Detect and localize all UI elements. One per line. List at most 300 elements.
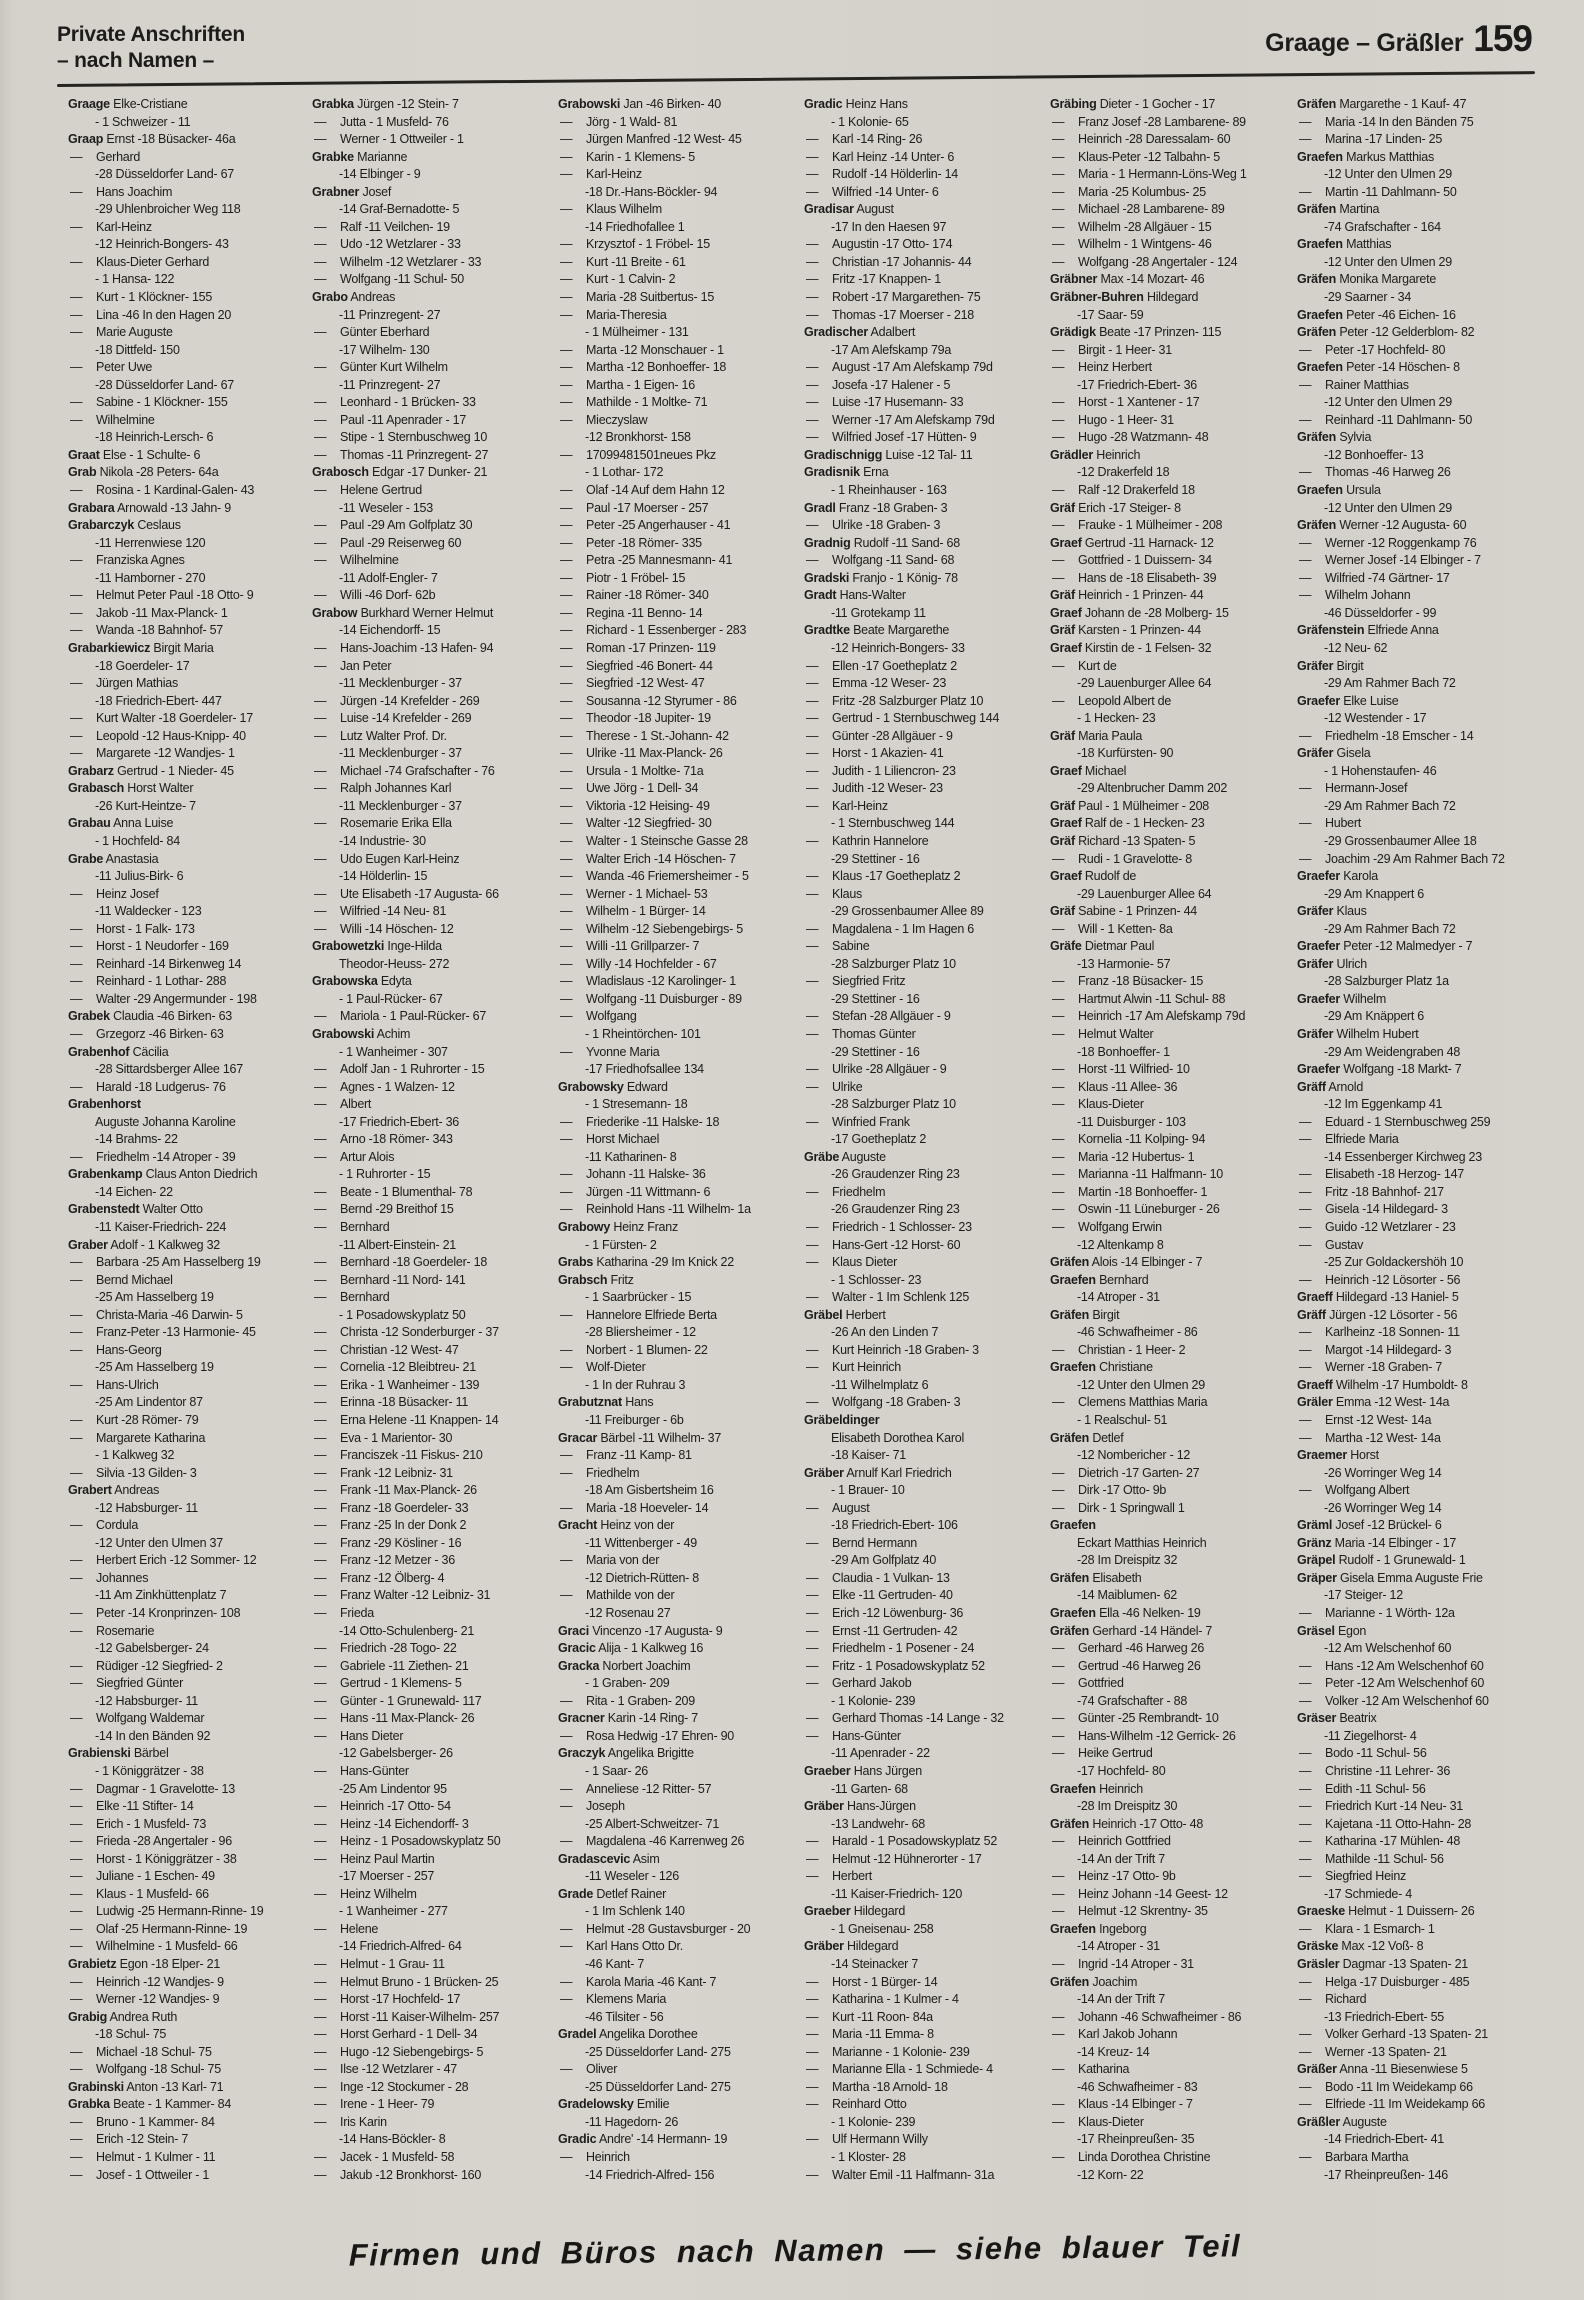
directory-entry-line: — Frank -12 Leibniz- 31	[314, 1465, 453, 1480]
directory-entry-line: -29 Uhlenbroicher Weg 118	[95, 202, 241, 217]
directory-entry-line: — Heinrich Gottfried	[1052, 1834, 1171, 1849]
directory-entry-line: — Rosina - 1 Kardinal-Galen- 43	[70, 483, 255, 498]
directory-entry-line: Gräff Jürgen -12 Lösorter - 56	[1297, 1307, 1458, 1322]
directory-entry-line: — Heike Gertrud	[1052, 1746, 1153, 1761]
directory-entry-line: -29 Grossenbaumer Allee 18	[1324, 833, 1477, 848]
directory-entry-line: — Franz -12 Ölberg- 4	[314, 1570, 445, 1585]
directory-entry-line: — Friedhelm	[806, 1184, 886, 1199]
directory-entry-line: -74 Grafschafter - 88	[1077, 1693, 1188, 1708]
directory-entry-line: — Martha -12 Bonhoeffer- 18	[560, 360, 727, 375]
directory-entry-line: — Hannelore Elfriede Berta	[560, 1307, 717, 1322]
directory-entry-line: — Inge -12 Stockumer - 28	[314, 2079, 469, 2094]
directory-entry-line: — Frieda -28 Angertaler - 96	[70, 1834, 232, 1849]
directory-entry-line: — Hans-Joachim -13 Hafen- 94	[314, 640, 494, 655]
directory-entry-line: — Siegfried Heinz	[1299, 1869, 1407, 1884]
directory-entry-line: — Helene Gertrud	[314, 483, 422, 498]
directory-entry-line: — Wolfgang Albert	[1299, 1483, 1410, 1498]
directory-entry-line: -11 Am Zinkhüttenplatz 7	[95, 1588, 227, 1603]
directory-entry-line: — Friedrich Kurt -14 Neu- 31	[1299, 1799, 1464, 1814]
directory-entry-line: Graefen Peter -46 Eichen- 16	[1297, 307, 1456, 322]
directory-entry-line: -14 Maiblumen- 62	[1077, 1588, 1177, 1603]
directory-entry-line: - 1 Königgrätzer - 38	[95, 1763, 204, 1778]
directory-entry-line: — Rainer -18 Römer- 340	[560, 588, 709, 603]
directory-entry-line: — Günter Eberhard	[314, 325, 430, 340]
directory-entry-line: — Wolfgang -11 Schul- 50	[314, 272, 464, 287]
directory-entry-line: Eckart Matthias Heinrich	[1077, 1535, 1207, 1550]
directory-entry-line: — Horst - 1 Akazien- 41	[806, 746, 944, 761]
directory-entry-line: - 1 Kalkweg 32	[95, 1448, 175, 1463]
directory-entry-line: — Wanda -18 Bahnhof- 57	[70, 623, 224, 638]
directory-entry-line: — Helene	[314, 1921, 379, 1936]
directory-entry-line: — Bruno - 1 Kammer- 84	[70, 2114, 215, 2129]
directory-entry-line: -14 In den Bänden 92	[95, 1728, 211, 1743]
directory-entry-line: Gräf Richard -13 Spaten- 5	[1050, 833, 1196, 848]
directory-entry-line: — Horst Michael	[560, 1132, 660, 1147]
directory-entry-line: — Wladislaus -12 Karolinger- 1	[560, 974, 737, 989]
directory-entry-line: — Peter -17 Hochfeld- 80	[1299, 342, 1446, 357]
directory-entry-line: — Willi -14 Höschen- 12	[314, 921, 454, 936]
directory-entry-line: — Katharina	[1052, 2062, 1130, 2077]
directory-entry-line: — Christian - 1 Heer- 2	[1052, 1342, 1186, 1357]
directory-entry-line: — Karl -14 Ring- 26	[806, 132, 923, 147]
directory-entry-line: — Thomas Günter	[806, 1026, 916, 1041]
directory-entry-line: — Bernd Hermann	[806, 1535, 917, 1550]
directory-entry-line: Grabutznat Hans	[558, 1395, 654, 1410]
directory-entry-line: — Günter - 1 Grunewald- 117	[314, 1693, 482, 1708]
directory-entry-line: — Walter -29 Angermunder - 198	[70, 991, 257, 1006]
directory-entry-line: Grabek Claudia -46 Birken- 63	[68, 1009, 232, 1024]
directory-entry-line: — Magdalena - 1 Im Hagen 6	[806, 921, 975, 936]
directory-entry-line: — Franz -18 Büsacker- 15	[1052, 974, 1204, 989]
directory-entry-line: — Ludwig -25 Hermann-Rinne- 19	[70, 1904, 264, 1919]
directory-entry-line: — Oliver	[560, 2062, 618, 2077]
directory-entry-line: - 1 Graben- 209	[585, 1676, 670, 1691]
directory-entry-line: -12 Unter den Ulmen 29	[1324, 254, 1452, 269]
directory-entry-line: -25 Am Hasselberg 19	[95, 1290, 214, 1305]
directory-entry-line: -11 Apenrader - 22	[831, 1746, 930, 1761]
directory-entry-line: Gräbing Dieter - 1 Gocher - 17	[1050, 97, 1216, 111]
directory-entry-line: — Walter - 1 Steinsche Gasse 28	[560, 833, 748, 848]
directory-entry-line: - 1 Rheintörchen- 101	[585, 1026, 701, 1041]
directory-entry-line: — Sousanna -12 Styrumer - 86	[560, 693, 737, 708]
directory-entry-line: — Krzysztof - 1 Fröbel- 15	[560, 237, 710, 252]
directory-entry-line: — Ralf -12 Drakerfeld 18	[1052, 483, 1195, 498]
directory-entry-line: — Hans Joachim	[70, 184, 173, 199]
directory-entry-line: — Eva - 1 Marientor- 30	[314, 1430, 453, 1445]
directory-entry-line: -11 Wittenberger - 49	[585, 1535, 697, 1550]
directory-entry-line: — Udo Eugen Karl-Heinz	[314, 851, 460, 866]
directory-entry-line: — Albert	[314, 1097, 372, 1112]
directory-entry-line: — Rosa Hedwig -17 Ehren- 90	[560, 1728, 734, 1743]
directory-entry-line: Gräpel Rudolf - 1 Grunewald- 1	[1297, 1553, 1466, 1568]
directory-entry-line: Grabenhof Cäcilia	[68, 1044, 169, 1059]
directory-entry-line: -25 Am Lindentor 87	[95, 1395, 203, 1410]
directory-entry-line: -11 Duisburger - 103	[1077, 1114, 1186, 1129]
directory-entry-line: — Johannes	[70, 1570, 149, 1585]
directory-entry-line: -11 Freiburger - 6b	[585, 1413, 684, 1428]
directory-entry-line: — Guido -12 Wetzlarer - 23	[1299, 1220, 1456, 1234]
directory-entry-line: — Karin - 1 Klemens- 5	[560, 149, 695, 164]
directory-entry-line: Gräf Heinrich - 1 Prinzen- 44	[1050, 588, 1204, 603]
directory-entry-line: Gräfen Werner -12 Augusta- 60	[1297, 518, 1467, 533]
directory-entry-line: Gräfen Peter -12 Gelderblom- 82	[1297, 325, 1475, 340]
directory-column	[1050, 96, 1290, 2184]
directory-entry-line: — Herbert	[806, 1869, 872, 1884]
directory-entry-line: — Herbert Erich -12 Sommer- 12	[70, 1553, 257, 1568]
directory-entry-line: — Marina -17 Linden- 25	[1299, 132, 1443, 147]
directory-entry-line: Gräfen Alois -14 Elbinger - 7	[1050, 1255, 1203, 1270]
directory-entry-line: -11 Weseler - 126	[585, 1869, 679, 1884]
directory-entry-line: — Bernhard -11 Nord- 141	[314, 1272, 466, 1287]
directory-entry-line: — Werner - 1 Ottweiler - 1	[314, 132, 464, 147]
directory-entry-line: — Heinz -17 Otto- 9b	[1052, 1869, 1176, 1884]
directory-entry-line: -12 Bronkhorst- 158	[585, 430, 691, 445]
directory-entry-line: — Wilfried -14 Neu- 81	[314, 904, 447, 919]
directory-entry-line: — Fritz - 1 Posadowskyplatz 52	[806, 1658, 985, 1673]
directory-entry-line: — Rüdiger -12 Siegfried- 2	[70, 1658, 223, 1673]
directory-entry-line: -18 Am Gisbertsheim 16	[585, 1483, 714, 1498]
directory-entry-line: — Christa-Maria -46 Darwin- 5	[70, 1307, 243, 1322]
directory-entry-line: — Wolfgang -28 Angertaler - 124	[1052, 254, 1238, 269]
directory-entry-line: -29 Am Rahmer Bach 72	[1324, 921, 1456, 936]
directory-entry-line: -26 Graudenzer Ring 23	[831, 1202, 960, 1217]
directory-entry-line: -17 Friedrich-Ebert- 36	[339, 1114, 459, 1129]
directory-entry-line: — Elke -11 Stifter- 14	[70, 1799, 194, 1814]
directory-entry-line: — Helga -17 Duisburger - 485	[1299, 1974, 1470, 1989]
directory-entry-line: Gräfer Klaus	[1297, 904, 1367, 919]
directory-entry-line: Graefer Wolfgang -18 Markt- 7	[1297, 1062, 1462, 1077]
directory-entry-line: — Rita - 1 Graben- 209	[560, 1693, 695, 1708]
directory-entry-line: — Gerhard Jakob	[806, 1676, 912, 1691]
directory-entry-line: — Johann -11 Halske- 36	[560, 1167, 706, 1182]
directory-entry-line: — Reinhard -14 Birkenweg 14	[70, 956, 242, 971]
directory-entry-line: — Ulrike	[806, 1079, 863, 1094]
directory-entry-line: Grabarczyk Ceslaus	[68, 518, 181, 533]
directory-entry-line: — Wolf-Dieter	[560, 1360, 646, 1375]
directory-entry-line: - 1 Mülheimer - 131	[585, 325, 689, 340]
directory-entry-line: — Petra -25 Mannesmann- 41	[560, 553, 733, 568]
directory-entry-line: - 1 Hecken- 23	[1077, 711, 1156, 726]
directory-entry-line: Gradascevic Asim	[558, 1851, 660, 1866]
directory-entry-line: — Helmut -28 Gustavsburger - 20	[560, 1921, 751, 1936]
directory-entry-line: Grabowska Edyta	[312, 974, 412, 989]
directory-entry-line: Gräsler Dagmar -13 Spaten- 21	[1297, 1956, 1468, 1971]
directory-entry-line: Elisabeth Dorothea Karol	[831, 1430, 964, 1445]
directory-entry-line: — Hans -12 Am Welschenhof 60	[1299, 1658, 1484, 1673]
directory-column	[804, 96, 1044, 2184]
directory-entry-line: — Jürgen Mathias	[70, 676, 178, 691]
directory-entry-line: — Peter -12 Am Welschenhof 60	[1299, 1676, 1485, 1691]
directory-entry-line: -11 Kaiser-Friedrich- 120	[831, 1886, 963, 1901]
directory-entry-line: Grabosch Edgar -17 Dunker- 21	[312, 465, 488, 480]
directory-column	[558, 96, 798, 2184]
directory-entry-line: — Bodo -11 Schul- 56	[1299, 1746, 1427, 1761]
directory-entry-line: — Heinz Johann -14 Geest- 12	[1052, 1886, 1228, 1901]
directory-entry-line: — Stipe - 1 Sternbuschweg 10	[314, 430, 488, 445]
directory-entry-line: — Klaus -14 Elbinger - 7	[1052, 2097, 1193, 2112]
directory-entry-line: — Karola Maria -46 Kant- 7	[560, 1974, 717, 1989]
directory-entry-line: -12 Habsburger- 11	[95, 1693, 198, 1708]
directory-entry-line: Graci Vincenzo -17 Augusta- 9	[558, 1623, 723, 1638]
directory-entry-line: -13 Harmonie- 57	[1077, 956, 1171, 971]
directory-entry-line: — Franz -25 In der Donk 2	[314, 1518, 467, 1533]
directory-entry-line: Grabowy Heinz Franz	[558, 1220, 678, 1234]
directory-entry-line: -25 Düsseldorfer Land- 275	[585, 2044, 731, 2059]
directory-entry-line: Gradski Franjo - 1 König- 78	[804, 570, 958, 585]
directory-entry-line: -14 Essenberger Kirchweg 23	[1324, 1149, 1482, 1164]
directory-entry-line: Grabowski Achim	[312, 1026, 411, 1041]
directory-entry-line: Graef Kirstin de - 1 Felsen- 32	[1050, 640, 1212, 655]
directory-entry-line: Gräfen Birgit	[1050, 1307, 1120, 1322]
directory-entry-line: -25 Albert-Schweitzer- 71	[585, 1816, 720, 1831]
directory-entry-line: — Gottfried - 1 Duissern- 34	[1052, 553, 1212, 568]
directory-entry-line: Gräfen Elisabeth	[1050, 1570, 1142, 1585]
directory-entry-line: Gräber Arnulf Karl Friedrich	[804, 1465, 952, 1480]
directory-entry-line: — Barbara -25 Am Hasselberg 19	[70, 1255, 261, 1270]
directory-entry-line: — Friedhelm -18 Emscher - 14	[1299, 728, 1474, 743]
directory-entry-line: Gräfe Dietmar Paul	[1050, 939, 1155, 954]
directory-entry-line: — Wolfgang	[560, 1009, 637, 1024]
directory-entry-line: -18 Kurfürsten- 90	[1077, 746, 1174, 761]
directory-entry-line: — Paul -29 Reiserweg 60	[314, 535, 462, 550]
directory-entry-line: - 1 In der Ruhrau 3	[585, 1377, 686, 1392]
directory-entry-line: — Heinz Paul Martin	[314, 1851, 435, 1866]
directory-entry-line: -46 Kant- 7	[585, 1956, 645, 1971]
directory-entry-line: — Barbara Martha	[1299, 2149, 1409, 2164]
directory-entry-line: Gräfen Monika Margarete	[1297, 272, 1437, 287]
directory-entry-line: -29 Altenbrucher Damm 202	[1077, 781, 1228, 796]
directory-entry-line: Gracar Bärbel -11 Wilhelm- 37	[558, 1430, 722, 1445]
directory-entry-line: — Gisela -14 Hildegard- 3	[1299, 1202, 1448, 1217]
directory-entry-line: -14 Friedrich-Alfred- 64	[339, 1939, 462, 1954]
directory-entry-line: Graemer Horst	[1297, 1448, 1379, 1463]
page-header-right	[1265, 18, 1532, 60]
directory-entry-line: — Horst - 1 Xantener - 17	[1052, 395, 1200, 410]
directory-entry-line: -12 Im Eggenkamp 41	[1324, 1097, 1443, 1112]
directory-entry-line: — Olaf -25 Hermann-Rinne- 19	[70, 1921, 248, 1936]
directory-entry-line: -18 Goerdeler- 17	[95, 658, 190, 673]
directory-entry-line: — Erich -12 Stein- 7	[70, 2132, 189, 2147]
directory-entry-line: — August -17 Am Alefskamp 79d	[806, 360, 993, 375]
directory-entry-line: — Fritz -28 Salzburger Platz 10	[806, 693, 984, 708]
directory-entry-line: -14 Hölderlin- 15	[339, 869, 428, 884]
directory-entry-line: — Ulrike -18 Graben- 3	[806, 518, 941, 533]
directory-entry-line: — Karl Heinz -14 Unter- 6	[806, 149, 955, 164]
directory-entry-line: — Emma -12 Weser- 23	[806, 676, 947, 691]
directory-entry-line: — Clemens Matthias Maria	[1052, 1395, 1208, 1410]
directory-entry-line: — Wolfgang -11 Sand- 68	[806, 553, 955, 568]
directory-entry-line: Graefen Ingeborg	[1050, 1921, 1147, 1936]
directory-entry-line: — Hans-Georg	[70, 1342, 162, 1357]
directory-entry-line: -11 Prinzregent- 27	[339, 377, 441, 392]
directory-entry-line: -29 Am Golfplatz 40	[831, 1553, 937, 1568]
header-divider-rule	[57, 71, 1535, 87]
directory-entry-line: — Ralf -11 Veilchen- 19	[314, 219, 450, 234]
directory-entry-line: — Horst - 1 Neudorfer - 169	[70, 939, 229, 954]
directory-entry-line: Grabo Andreas	[312, 290, 396, 305]
directory-entry-line: Grabenkamp Claus Anton Diedrich	[68, 1167, 258, 1182]
directory-entry-line: — Willi -46 Dorf- 62b	[314, 588, 436, 603]
directory-entry-line: Grabke Marianne	[312, 149, 408, 164]
directory-entry-line: — Lina -46 In den Hagen 20	[70, 307, 232, 322]
directory-entry-line: Gradischnigg Luise -12 Tal- 11	[804, 447, 973, 462]
directory-entry-line: — Leonhard - 1 Brücken- 33	[314, 395, 476, 410]
directory-entry-line: — Siegfried -46 Bonert- 44	[560, 658, 713, 673]
directory-entry-line: — Dirk - 1 Springwall 1	[1052, 1500, 1185, 1515]
directory-entry-line: Gräfen Martina	[1297, 202, 1380, 217]
directory-entry-line: — Paul -11 Apenrader - 17	[314, 412, 467, 427]
directory-entry-line: — Michael -28 Lambarene- 89	[1052, 202, 1225, 217]
directory-entry-line: -12 Unter den Ulmen 29	[1324, 395, 1452, 410]
directory-entry-line: — Margarete Katharina	[70, 1430, 206, 1445]
directory-entry-line: — Judith -12 Weser- 23	[806, 781, 943, 796]
directory-entry-line: — Helmut -12 Hühnerorter - 17	[806, 1851, 982, 1866]
directory-entry-line: Gräsel Egon	[1297, 1623, 1367, 1638]
directory-entry-line: -14 Brahms- 22	[95, 1132, 178, 1147]
directory-entry-line: Graefen Ursula	[1297, 483, 1381, 498]
directory-entry-line: — Dietrich -17 Garten- 27	[1052, 1465, 1200, 1480]
alphabetical-range: Graage – Gräßler	[1265, 29, 1464, 57]
directory-entry-line: -28 Salzburger Platz 10	[831, 1097, 956, 1112]
directory-entry-line: — Hans -11 Max-Planck- 26	[314, 1711, 475, 1726]
directory-entry-line: — Kajetana -11 Otto-Hahn- 28	[1299, 1816, 1472, 1831]
directory-entry-line: - 1 Posadowskyplatz 50	[339, 1307, 466, 1322]
directory-entry-line: — Udo -12 Wetzlarer - 33	[314, 237, 461, 252]
directory-entry-line: — Wolfgang -11 Duisburger - 89	[560, 991, 742, 1006]
directory-entry-line: -12 Korn- 22	[1077, 2167, 1144, 2182]
directory-entry-line: Gracic Alija - 1 Kalkweg 16	[558, 1641, 704, 1656]
directory-entry-line: -17 Am Alefskamp 79a	[831, 342, 952, 357]
directory-entry-line: — Thomas -11 Prinzregent- 27	[314, 447, 489, 462]
directory-entry-line: — Gustav	[1299, 1237, 1364, 1252]
directory-entry-line: Gräske Max -12 Voß- 8	[1297, 1939, 1424, 1954]
directory-entry-line: -28 Sittardsberger Allee 167	[95, 1062, 243, 1077]
directory-entry-line: -14 Kreuz- 14	[1077, 2044, 1150, 2059]
directory-entry-line: -11 Prinzregent- 27	[339, 307, 441, 322]
directory-entry-line: - 1 Fürsten- 2	[585, 1237, 657, 1252]
directory-entry-line: — Erich - 1 Musfeld- 73	[70, 1816, 207, 1831]
directory-entry-line: — Klaus Wilhelm	[560, 202, 662, 217]
directory-entry-line: — Wolfgang -18 Graben- 3	[806, 1395, 961, 1410]
directory-entry-line: — Horst Gerhard - 1 Dell- 34	[314, 2027, 478, 2042]
directory-entry-line: — Jörg - 1 Wald- 81	[560, 114, 678, 129]
directory-entry-line: — Harald - 1 Posadowskyplatz 52	[806, 1834, 998, 1849]
directory-entry-line: Grabenstedt Walter Otto	[68, 1202, 203, 1217]
directory-entry-line: -18 Dr.-Hans-Böckler- 94	[585, 184, 718, 199]
directory-entry-line: — Werner -13 Spaten- 21	[1299, 2044, 1447, 2059]
directory-entry-line: Gräfen Margarethe - 1 Kauf- 47	[1297, 97, 1467, 111]
directory-entry-line: -14 Eichen- 22	[95, 1184, 173, 1199]
directory-entry-line: -29 Lauenburger Allee 64	[1077, 676, 1212, 691]
directory-entry-line: - 1 Schweizer - 11	[95, 114, 191, 129]
directory-entry-line: -11 Grotekamp 11	[831, 605, 926, 620]
directory-entry-line: — Irene - 1 Heer- 79	[314, 2097, 435, 2112]
directory-entry-line: - 1 Wanheimer - 277	[339, 1904, 448, 1919]
directory-entry-line: — Claudia - 1 Vulkan- 13	[806, 1570, 950, 1585]
directory-entry-line: — Heinz -14 Eichendorff- 3	[314, 1816, 469, 1831]
directory-entry-line: — Agnes - 1 Walzen- 12	[314, 1079, 455, 1094]
directory-entry-line: Graeber Hildegard	[804, 1904, 906, 1919]
directory-entry-line: Gräber Hans-Jürgen	[804, 1799, 916, 1814]
directory-entry-line: - 1 Realschul- 51	[1077, 1413, 1168, 1428]
directory-entry-line: Grabka Jürgen -12 Stein- 7	[312, 97, 459, 111]
directory-entry-line: — Horst -11 Kaiser-Wilhelm- 257	[314, 2009, 500, 2024]
directory-entry-line: — Wilhelm -28 Allgäuer - 15	[1052, 219, 1212, 234]
directory-entry-line: — Franciszek -11 Fiskus- 210	[314, 1448, 483, 1463]
directory-entry-line: — Peter Uwe	[70, 360, 153, 375]
directory-entry-line: -11 Hagedorn- 26	[585, 2114, 679, 2129]
directory-entry-line: - 1 Kolonie- 239	[831, 2114, 916, 2129]
directory-entry-line: Gräper Gisela Emma Auguste Frie	[1297, 1570, 1483, 1585]
directory-entry-line: Grabowsky Edward	[558, 1079, 668, 1094]
directory-entry-line: — Kurt Heinrich -18 Graben- 3	[806, 1342, 979, 1357]
directory-entry-line: Gräser Beatrix	[1297, 1711, 1377, 1726]
directory-entry-line: — Birgit - 1 Heer- 31	[1052, 342, 1172, 357]
directory-entry-line: Graefer Karola	[1297, 869, 1378, 884]
directory-entry-line: — Fritz -17 Knappen- 1	[806, 272, 941, 287]
directory-entry-line: — Karlheinz -18 Sonnen- 11	[1299, 1325, 1460, 1340]
directory-entry-line: — Silvia -13 Gilden- 3	[70, 1465, 197, 1480]
directory-entry-line: -12 Bonhoeffer- 13	[1324, 447, 1424, 462]
directory-column	[68, 96, 308, 2184]
directory-entry-line: Gräfer Ulrich	[1297, 956, 1367, 971]
directory-entry-line: — Helmut Walter	[1052, 1026, 1154, 1041]
directory-entry-line: — Hans-Ulrich	[70, 1377, 159, 1392]
directory-entry-line: Gradnig Rudolf -11 Sand- 68	[804, 535, 960, 550]
directory-entry-line: -11 Kaiser-Friedrich- 224	[95, 1220, 227, 1234]
directory-entry-line: -12 Gabelsberger- 26	[339, 1746, 453, 1761]
directory-entry-line: Grabinski Anton -13 Karl- 71	[68, 2079, 224, 2094]
directory-entry-line: — Marie Auguste	[70, 325, 173, 340]
directory-entry-line: Grabowetzki Inge-Hilda	[312, 939, 442, 954]
directory-entry-line: -14 Elbinger - 9	[339, 167, 421, 182]
directory-entry-line: -14 Otto-Schulenberg- 21	[339, 1623, 475, 1638]
directory-entry-line: -12 Westender - 17	[1324, 711, 1427, 726]
directory-entry-line: -74 Grafschafter - 164	[1324, 219, 1441, 234]
directory-entry-line: Gradt Hans-Walter	[804, 588, 906, 603]
directory-entry-line: Gräfer Wilhelm Hubert	[1297, 1026, 1419, 1041]
directory-entry-line: — Reinhard - 1 Lothar- 288	[70, 974, 227, 989]
directory-entry-line: — Helmut - 1 Grau- 11	[314, 1956, 445, 1971]
directory-entry-line: — Gertrud - 1 Sternbuschweg 144	[806, 711, 1000, 726]
directory-entry-line: Gradic Heinz Hans	[804, 97, 908, 111]
directory-entry-line: Graefer Peter -12 Malmedyer - 7	[1297, 939, 1473, 954]
directory-entry-line: — Winfried Frank	[806, 1114, 910, 1129]
directory-entry-line: -14 An der Trift 7	[1077, 1851, 1165, 1866]
directory-entry-line: — Karl-Heinz	[70, 219, 152, 234]
directory-entry-line: — Mathilde -11 Schul- 56	[1299, 1851, 1444, 1866]
directory-entry-line: — Norbert - 1 Blumen- 22	[560, 1342, 708, 1357]
directory-entry-line: -17 Rheinpreußen- 35	[1077, 2132, 1195, 2147]
directory-entry-line: -46 Schwafheimer - 83	[1077, 2079, 1198, 2094]
directory-entry-line: -29 Lauenburger Allee 64	[1077, 886, 1212, 901]
directory-entry-line: — Günter -28 Allgäuer - 9	[806, 728, 953, 743]
directory-entry-line: — Will - 1 Ketten- 8a	[1052, 921, 1173, 936]
directory-entry-line: -18 Friedrich-Ebert- 106	[831, 1518, 958, 1533]
directory-entry-line: -18 Kaiser- 71	[831, 1448, 907, 1463]
directory-entry-line: -18 Bonhoeffer- 1	[1077, 1044, 1170, 1059]
directory-entry-line: -14 Eichendorff- 15	[339, 623, 441, 638]
directory-entry-line: — Wilfried -74 Gärtner- 17	[1299, 570, 1450, 585]
directory-entry-line: — Hugo -28 Watzmann- 48	[1052, 430, 1209, 445]
directory-entry-line: Graefen Bernhard	[1050, 1272, 1149, 1287]
directory-entry-line: — Heinz Herbert	[1052, 360, 1152, 375]
directory-entry-line: — Heinz Josef	[70, 886, 159, 901]
directory-entry-line: — Werner -18 Graben- 7	[1299, 1360, 1443, 1375]
directory-entry-line: -11 Mecklenburger - 37	[339, 746, 462, 761]
directory-entry-line: — Lutz Walter Prof. Dr.	[314, 728, 447, 743]
directory-entry-line: — Kurt - 1 Klöckner- 155	[70, 290, 213, 305]
